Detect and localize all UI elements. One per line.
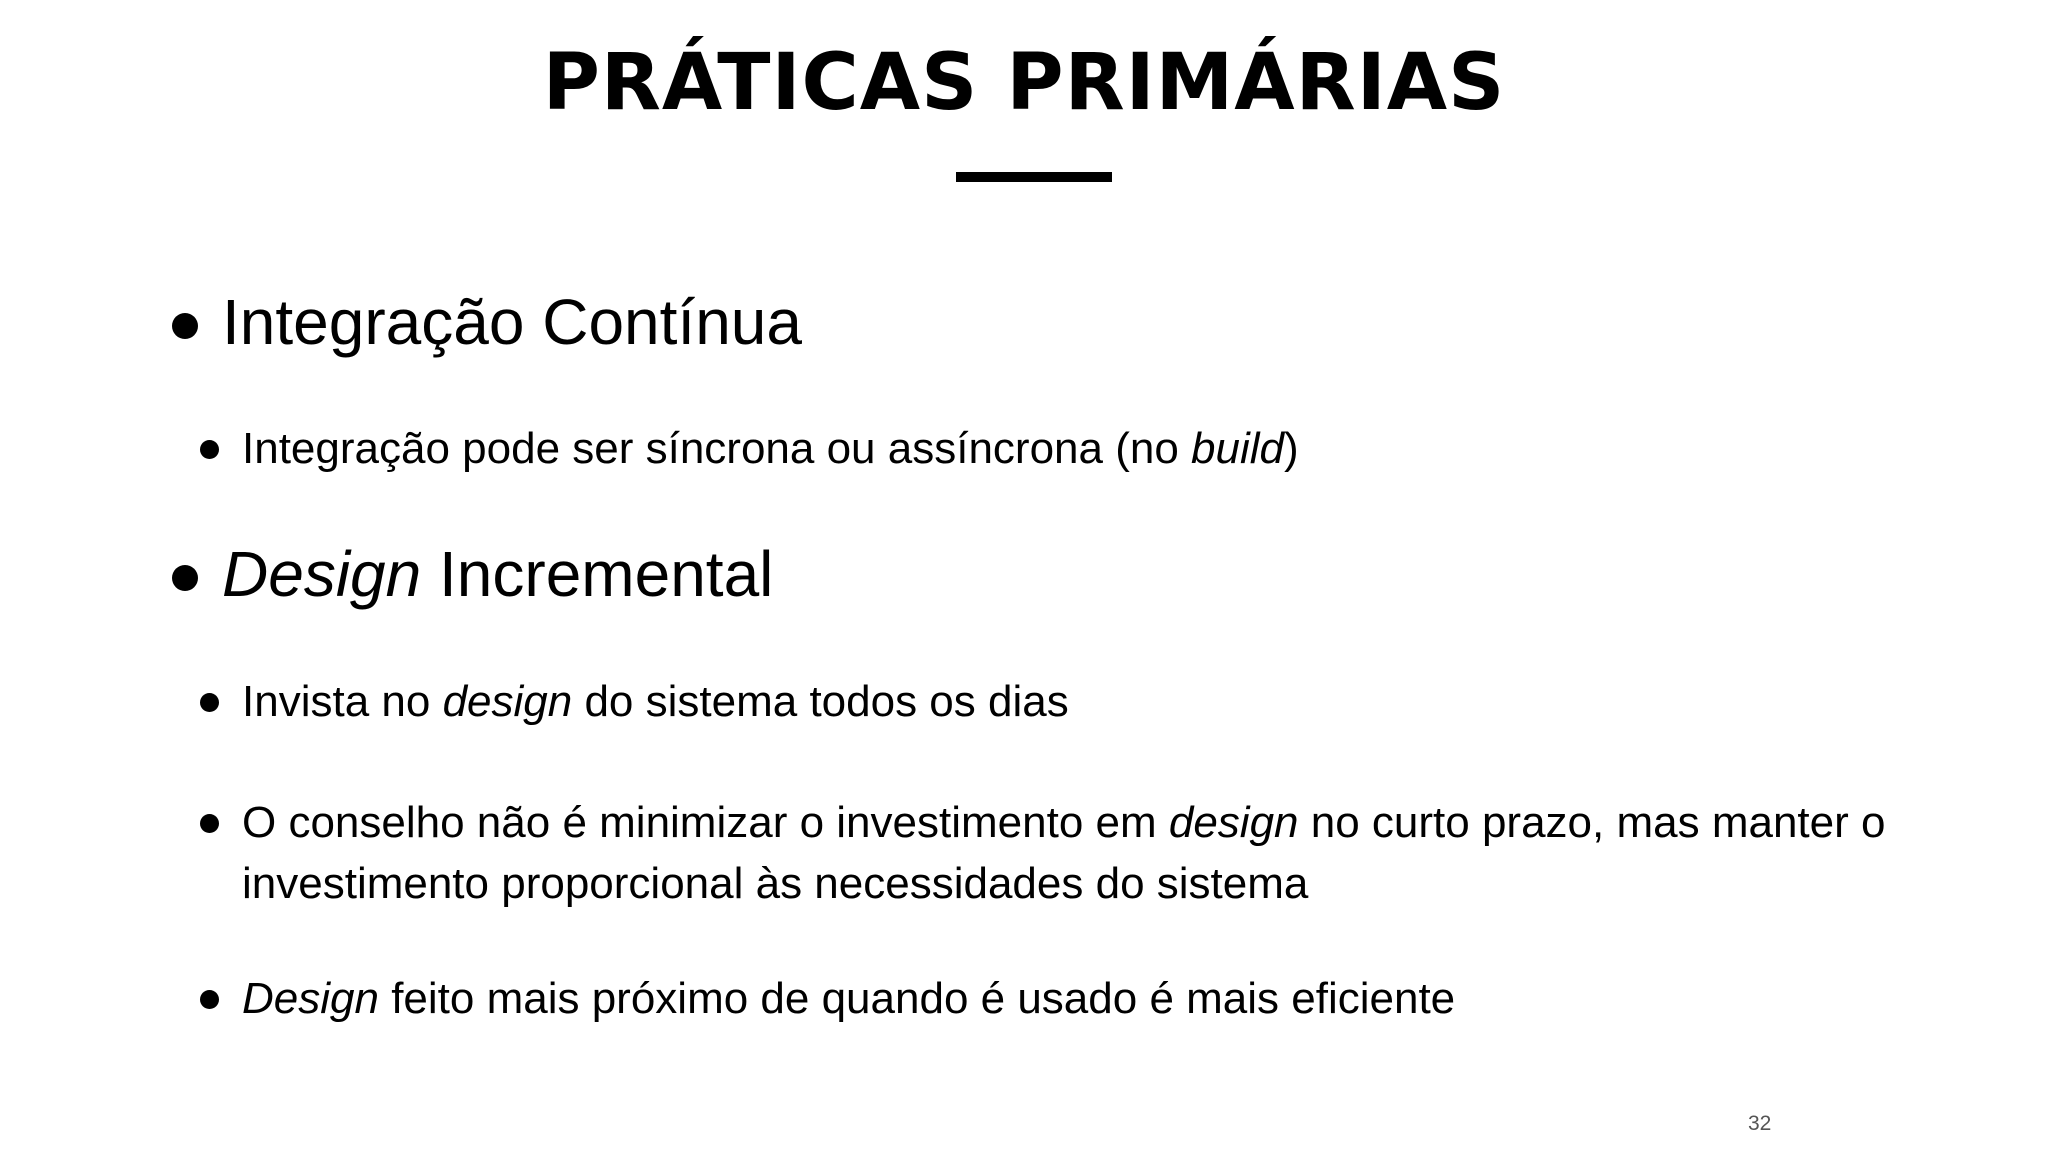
bullet-text: O conselho não é minimizar o investimento em [242,798,1169,847]
bullet-text-italic: design [442,677,573,726]
slide-title: PRÁTICAS PRIMÁRIAS [542,38,1506,128]
bullet-text: do sistema todos os dias [572,677,1069,726]
bullet-text-italic: design [1168,798,1299,847]
bullet-invista-design [200,671,1069,732]
bullet-dot-icon [200,990,219,1009]
bullet-design-proximo [200,968,1455,1029]
bullet-design-incremental [172,534,773,614]
bullet-dot-icon [172,565,198,591]
bullet-dot-icon [200,440,219,459]
bullet-text: Incremental [421,538,774,610]
bullet-integracao-sincrona [200,418,1299,479]
bullet-dot-icon [200,693,219,712]
bullet-text-italic: Design [242,974,379,1023]
bullet-text-italic: Design [222,538,422,610]
bullet-text: ) [1284,424,1299,473]
bullet-text: feito mais próximo de quando é usado é mais eficiente [378,974,1456,1023]
bullet-dot-icon [172,313,198,339]
bullet-text: no curto prazo, mas manter o investimento proporcional às necessidades do sistema [242,798,1886,908]
bullet-text: Integração Contínua [222,286,802,358]
bullet-text-italic: build [1191,424,1284,473]
bullet-text: Integração pode ser síncrona ou assíncrona (no [242,424,1192,473]
bullet-conselho-investimento [200,792,1902,914]
bullet-integracao-continua [172,282,802,362]
bullet-text: Invista no [242,677,443,726]
page-number: 32 [1748,1112,1772,1135]
bullet-dot-icon [200,814,219,833]
title-underline [956,172,1112,182]
